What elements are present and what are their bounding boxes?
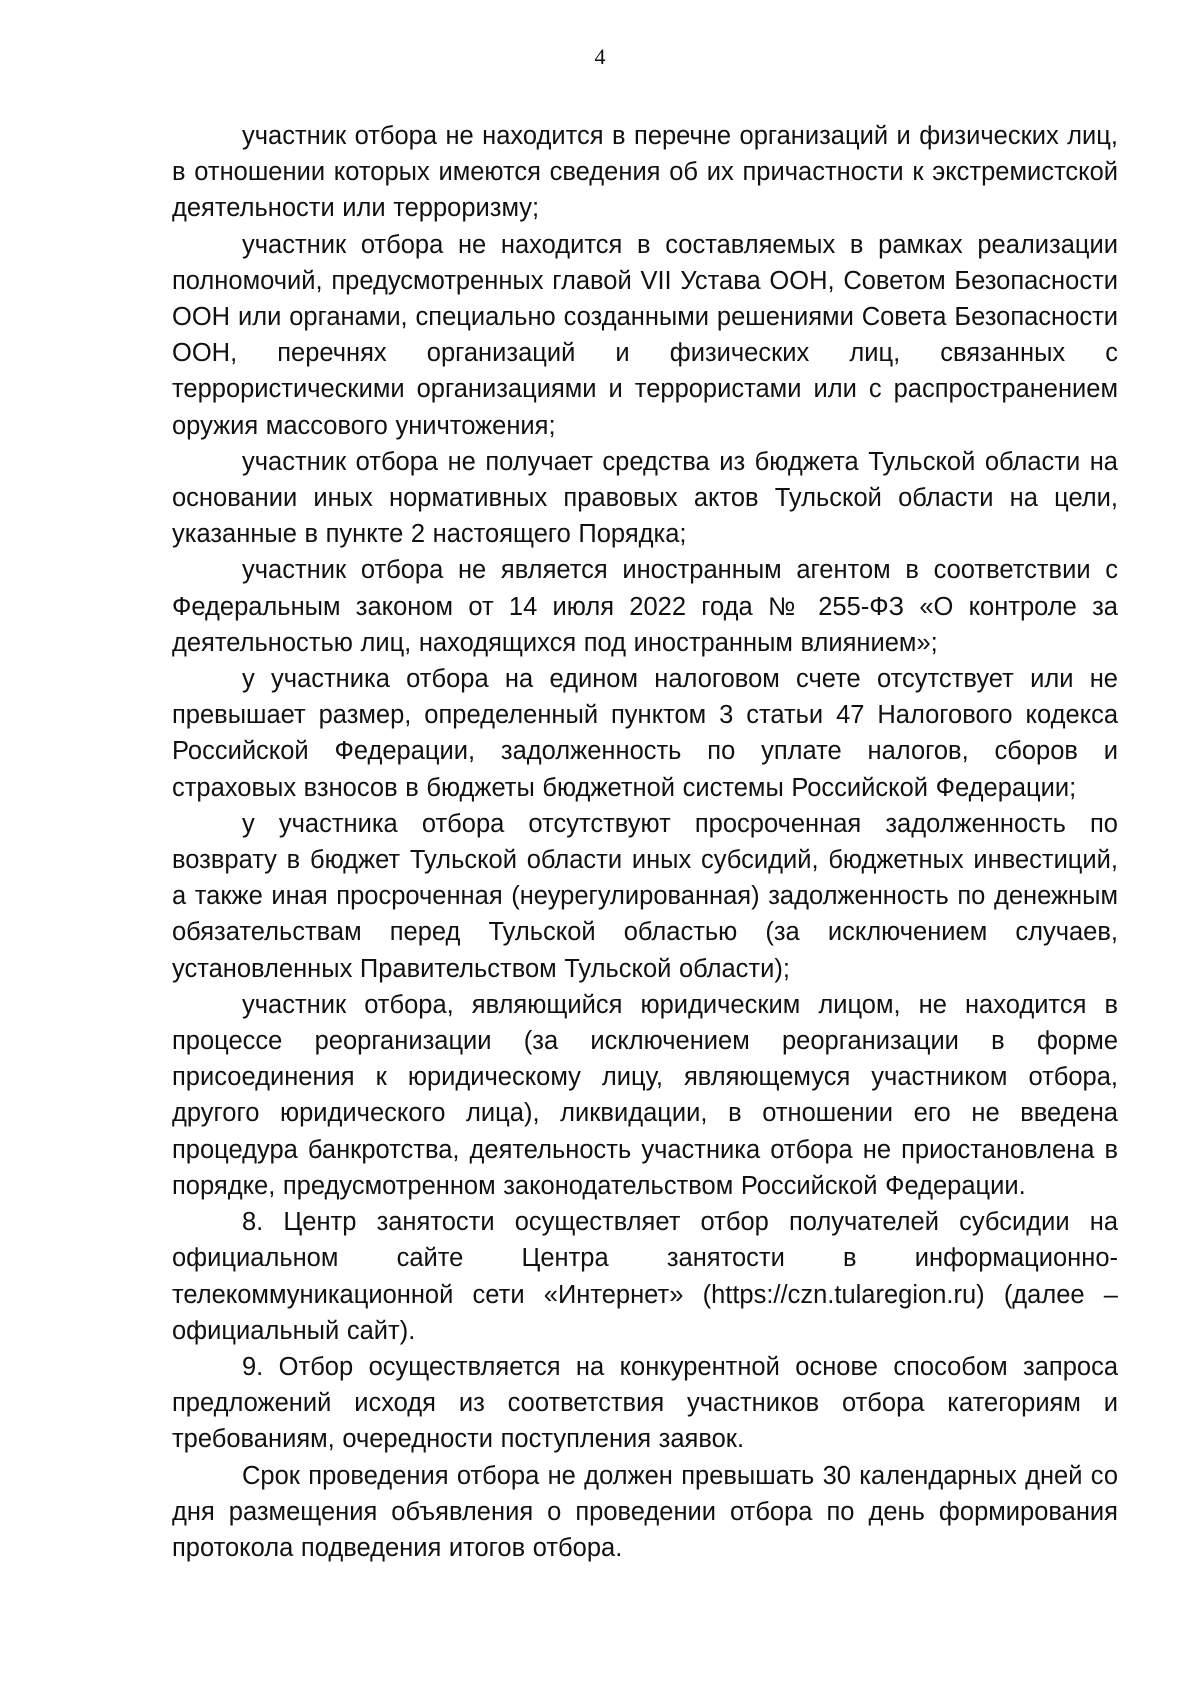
paragraph-item-9: 9. Отбор осуществляется на конкурентной основе способом запроса предложений исходя из соответствия участников отбора категориям и требованиям, очередности поступления заявок. bbox=[172, 1352, 1118, 1454]
page-number: 4 bbox=[594, 44, 606, 69]
paragraph-selection-period: Срок проведения отбора не должен превышать 30 календарных дней со дня размещения объявления о проведении отбора по день формирования протокола подведения итогов отбора. bbox=[172, 1461, 1118, 1562]
paragraph-reorganization: участник отбора, являющийся юридическим лицом, не находится в процессе реорганизации (за исключением реорганизации в форме присоединения к юридическому лицу, являющемуся участником отбора, другого юридического лица), ликвидации, в отношении его не введена процедура банкротства, деятельность участника отбора не приостановлена в порядке, предусмотренном законодательством Российской Федерации. bbox=[172, 990, 1118, 1200]
paragraph-tax-debt: у участника отбора на едином налоговом счете отсутствует или не превышает размер, определенный пунктом 3 статьи 47 Налогового кодекса Российской Федерации, задолженность по уплате налогов, сборов и страховых взносов в бюджеты бюджетной системы Российской Федерации; bbox=[172, 665, 1118, 802]
paragraph-foreign-agent: участник отбора не является иностранным агентом в соответствии с Федеральным законом от 14 июля 2022 года № 255-ФЗ «О контроле за деятельностью лиц, находящихся под иностранным влиянием»; bbox=[172, 556, 1118, 657]
paragraph-un-sanctions-list: участник отбора не находится в составляемых в рамках реализации полномочий, предусмотренных главой VII Устава ООН, Советом Безопасности ООН или органами, специально созданными решениями Совета Безопасности ООН, перечнях организаций и физических лиц, связанных с террористическими организациями и террористами или с распространением оружия массового уничтожения; bbox=[172, 230, 1118, 440]
paragraph-no-budget-funds: участник отбора не получает средства из бюджета Тульской области на основании иных нормативных правовых актов Тульской области на цели, указанные в пункте 2 настоящего Порядка; bbox=[172, 447, 1118, 549]
paragraph-overdue-debt: у участника отбора отсутствуют просроченная задолженность по возврату в бюджет Тульской области иных субсидий, бюджетных инвестиций, а также иная просроченная (неурегулированная) задолженность по денежным обязательствам перед Тульской областью (за исключением случаев, установленных Правительством Тульской области); bbox=[172, 809, 1118, 983]
paragraph-item-8: 8. Центр занятости осуществляет отбор получателей субсидии на официальном сайте Центра занятости в информационно-телекоммуникационной сети «Интернет» (https://czn.tularegion.ru) (далее – официальный сайт). bbox=[172, 1208, 1118, 1345]
document-body bbox=[172, 118, 1118, 1566]
paragraph-extremism-list: участник отбора не находится в перечне организаций и физических лиц, в отношении которых имеются сведения об их причастности к экстремистской деятельности или терроризму; bbox=[172, 122, 1118, 223]
